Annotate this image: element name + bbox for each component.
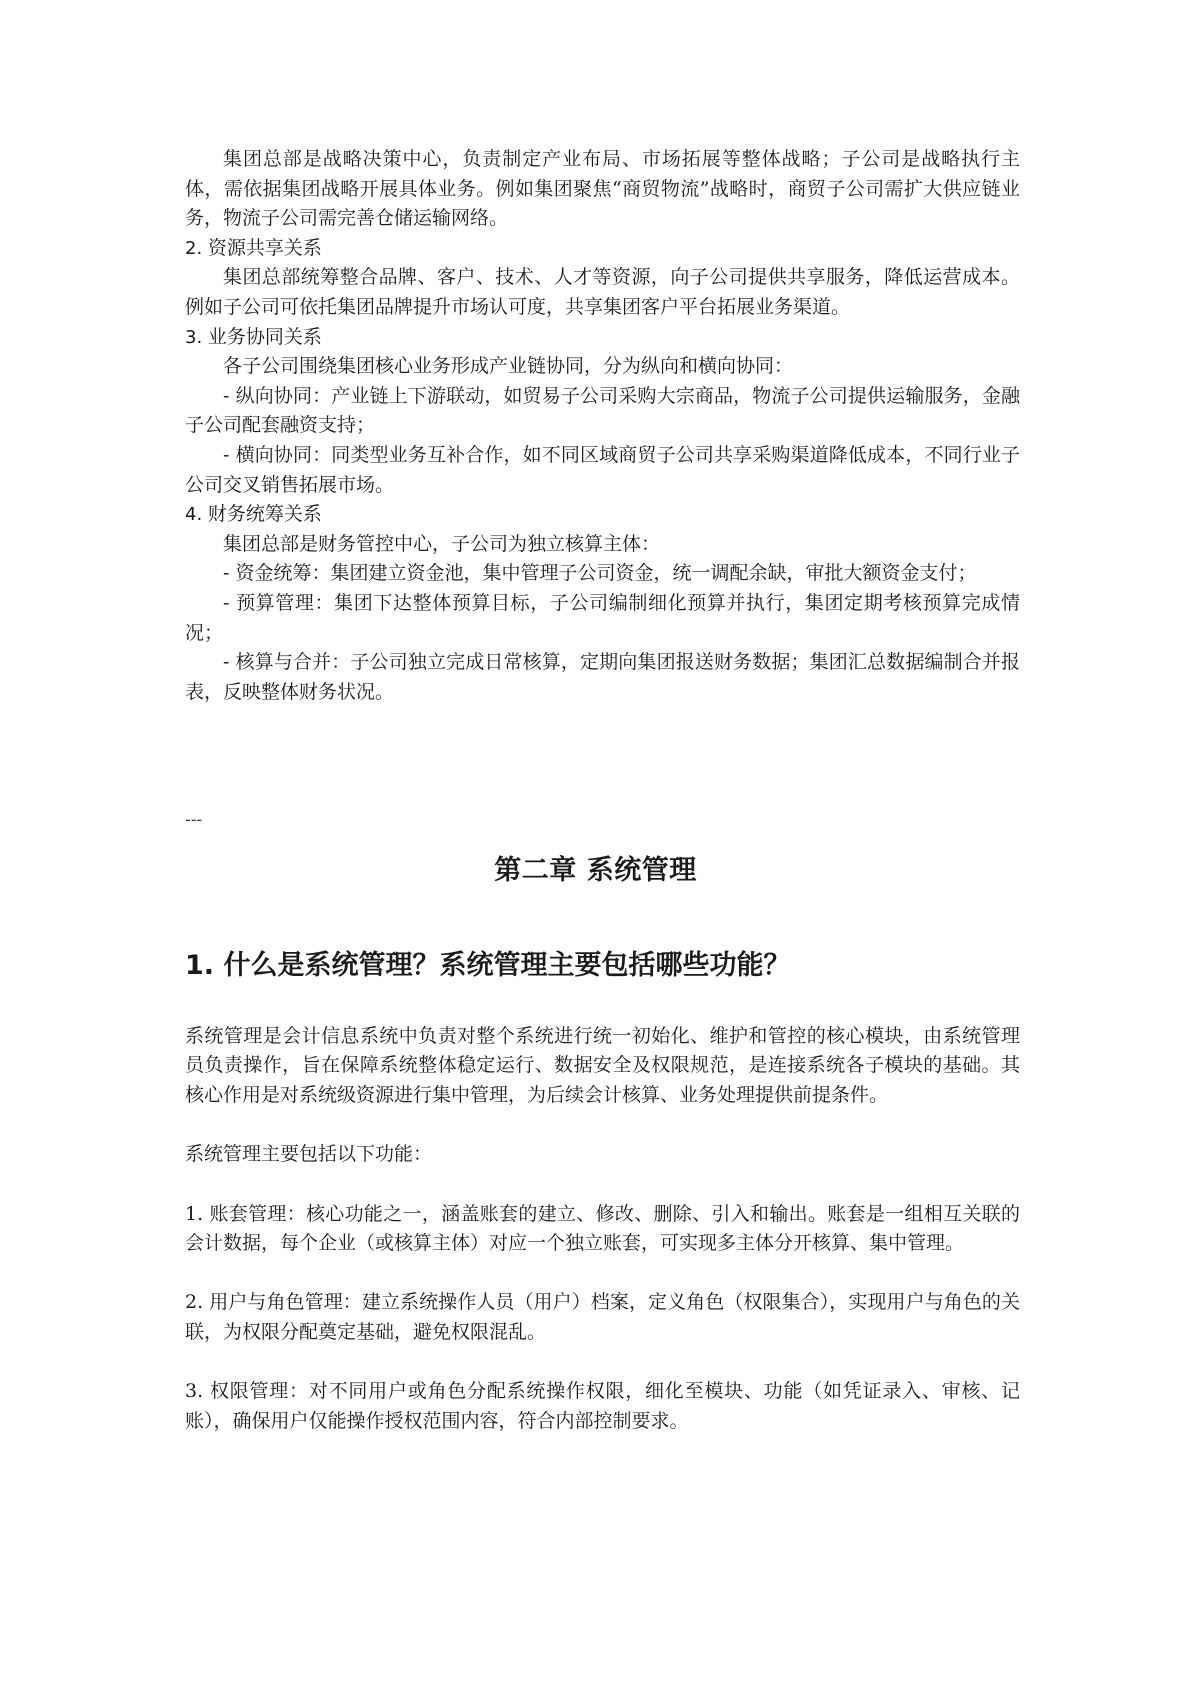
paragraph-definition: 系统管理是会计信息系统中负责对整个系统进行统一初始化、维护和管控的核心模块，由系统管理员负责操作，旨在保障系统整体稳定运行、数据安全及权限规范，是连接系统各子模块的基础。其核心作用是对系统级资源进行集中管理，为后续会计核算、业务处理提供前提条件。 (185, 1025, 1020, 1106)
heading-text: 资源共享关系 (207, 236, 322, 259)
heading-business-synergy (185, 323, 1020, 353)
paragraph-strategy: 集团总部是战略决策中心，负责制定产业布局、市场拓展等整体战略；子公司是战略执行主体，需依据集团战略开展具体业务。例如集团聚焦“商贸物流”战略时，商贸子公司需扩大供应链业务，物流子公司需完善仓储运输网络。 (185, 148, 1020, 230)
paragraph-resource-sharing: 集团总部统筹整合品牌、客户、技术、人才等资源，向子公司提供共享服务，降低运营成本。例如子公司可依托集团品牌提升市场认可度，共享集团客户平台拓展业务渠道。 (185, 266, 1020, 318)
heading-financial-coordination (185, 500, 1020, 530)
bullet-budget-management: - 预算管理：集团下达整体预算目标，子公司编制细化预算并执行，集团定期考核预算完成情况； (185, 591, 1020, 644)
section-group-system-management (185, 1022, 1020, 1436)
list-item-permission-management: 3. 权限管理：对不同用户或角色分配系统操作权限，细化至模块、功能（如凭证录入、审核、记账），确保用户仅能操作授权范围内容，符合内部控制要求。 (185, 1380, 1020, 1432)
paragraph-functions-intro: 系统管理主要包括以下功能： (185, 1143, 433, 1166)
bullet-fund-coordination: - 资金统筹：集团建立资金池，集中管理子公司资金，统一调配余缺，审批大额资金支付； (223, 562, 977, 585)
paragraph-business-synergy: 各子公司围绕集团核心业务形成产业链协同，分为纵向和横向协同： (223, 355, 794, 378)
heading-number: 2. (185, 237, 203, 259)
list-item-user-role-management: 2. 用户与角色管理：建立系统操作人员（用户）档案，定义角色（权限集合），实现用户与角色的关联，为权限分配奠定基础，避免权限混乱。 (185, 1291, 1020, 1343)
list-item-account-set-management: 1. 账套管理：核心功能之一，涵盖账套的建立、修改、删除、引入和输出。账套是一组相互关联的会计数据，每个企业（或核算主体）对应一个独立账套，可实现多主体分开核算、集中管理。 (185, 1202, 1020, 1255)
question-heading: 1. 什么是系统管理？系统管理主要包括哪些功能？ (185, 950, 791, 981)
separator-line: --- (185, 810, 203, 829)
bullet-vertical-synergy: - 纵向协同：产业链上下游联动，如贸易子公司采购大宗商品，物流子公司提供运输服务，金融子公司配套融资支持； (185, 384, 1020, 437)
section-group-relations (185, 145, 1020, 707)
chapter-title: 第二章 系统管理 (494, 855, 697, 886)
bullet-horizontal-synergy: - 横向协同：同类型业务互补合作，如不同区域商贸子公司共享采购渠道降低成本，不同行业子公司交叉销售拓展市场。 (185, 443, 1020, 496)
heading-number: 4. (185, 504, 203, 526)
heading-resource-sharing (185, 234, 1020, 264)
heading-number: 3. (185, 326, 203, 348)
heading-text: 业务协同关系 (207, 325, 322, 348)
paragraph-financial-coordination: 集团总部是财务管控中心，子公司为独立核算主体： (223, 532, 661, 555)
heading-text: 财务统筹关系 (207, 503, 322, 526)
bullet-accounting-consolidation: - 核算与合并：子公司独立完成日常核算，定期向集团报送财务数据；集团汇总数据编制合并报表，反映整体财务状况。 (185, 651, 1020, 703)
